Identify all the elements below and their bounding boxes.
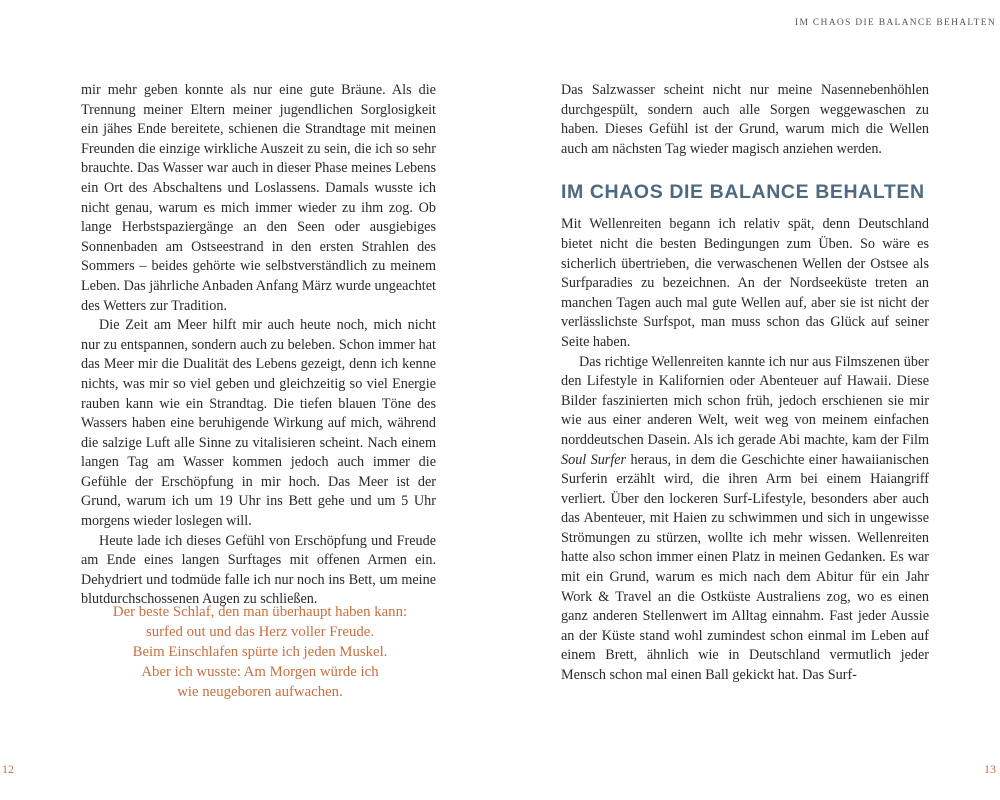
- right-text-column: [561, 81, 929, 686]
- body-paragraph: [561, 353, 929, 686]
- pull-quote-line: wie neugeboren aufwachen.: [177, 684, 343, 700]
- paragraph-text: heraus, in dem die Geschichte einer hawaiianischen Surferin erzählt wird, die ihren Arm bei einem Haiangriff verliert. Über den lockeren Surf-Lifestyle, besonders aber auch das Abenteuer, mit Haien zu schwimmen und sich in ungewisse Strömungen zu stürzen, wollte ich mehr wissen. Wellenreiten hatte also schon immer einen Platz in meinen Gedanken. Es war mit ein Grund, warum es mich nach dem Abitur für ein Jahr Work & Travel an die Ostküste Australiens zog, wo es einen ganz anderen Stellenwert im Alltag einnahm. Fast jeder Aussie an der Küste stand wohl zumindest schon einmal im Leben auf einem Brett, ähnlich wie in Deutschland vermutlich jeder Mensch schon mal einen Ball gekickt hat. Das Surf-: [561, 451, 930, 684]
- body-paragraph: Die Zeit am Meer hilft mir auch heute noch, mich nicht nur zu entspannen, sondern auch zu beleben. Schon immer hat das Meer mir die Dualität des Lebens gezeigt, denn ich kenne nichts, was mir so viel geben und gleichzeitig so viel Energie rauben kann wie ein Strandtag. Die tiefen blauen Töne des Wassers haben eine beruhigende Wirkung auf mich, während die salzige Luft alle Sinne zu vitalisieren scheint. Nach einem langen Tag am Wasser kommen jedoch auch immer die Gefühle der Erschöpfung in mir hoch. Das Meer ist der Grund, warum ich um 19 Uhr ins Bett gehe und um 5 Uhr morgens wieder loslegen will.: [81, 317, 436, 530]
- pull-quote-line: Der beste Schlaf, den man überhaupt haben kann:: [112, 604, 408, 620]
- body-paragraph: mir mehr geben konnte als nur eine gute Bräune. Als die Trennung meiner Eltern meiner jugendlichen Sorglosigkeit ein jähes Ende bereitete, schienen die Strandtage mit meinen Freunden die einzige wirkliche Auszeit zu sein, die ich so sehr brauchte. Das Wasser war auch in dieser Phase meines Lebens ein Ort des Abschaltens und Loslassens. Damals wusste ich nicht genau, warum es mich immer wieder zu ihm zog. Ob lange Herbstspaziergänge an den Seen oder ausgiebiges Sonnenbaden am Ostseestrand in den ersten Strahlen des Sommers – beides gehörte wie selbstverständlich zu meinem Leben. Das jährliche Anbaden Anfang März wurde ungeachtet des Wetters zur Tradition.: [81, 82, 436, 314]
- pull-quote-line: Beim Einschlafen spürte ich jeden Muskel.: [132, 644, 388, 660]
- film-title: Soul Surfer: [561, 451, 627, 468]
- body-paragraph: Mit Wellenreiten begann ich relativ spät, denn Deutschland bietet nicht die besten Bedingungen zum Üben. So wäre es sicherlich übertrieben, die verwaschenen Wellen der Ostsee als Surfparadies zu bezeichnen. An der Nordseeküste treten an manchen Tagen auch mal gute Wellen auf, aber sie ist nicht der verlässlichste Surfspot, man muss schon das Glück auf seiner Seite haben.: [561, 216, 929, 350]
- left-text-column: [81, 81, 436, 610]
- section-heading: IM CHAOS DIE BALANCE BEHALTEN: [561, 181, 925, 204]
- page-number: 13: [984, 762, 996, 776]
- pull-quote-line: surfed out und das Herz voller Freude.: [145, 624, 375, 640]
- page-number: 12: [2, 762, 14, 776]
- body-paragraph: Das Salzwasser scheint nicht nur meine Nasennebenhöhlen durchgespült, sondern auch alle Sorgen weggewaschen zu haben. Dieses Gefühl ist der Grund, warum mich die Wellen auch am nächsten Tag wieder magisch anziehen werden.: [561, 82, 929, 157]
- paragraph-text: Das richtige Wellenreiten kannte ich nur aus Filmszenen über den Lifestyle in Kalifornien oder Abenteuer auf Hawaii. Diese Bilder faszinierten mich schon früh, jedoch erschienen sie mir wie aus einer anderen Welt, weit weg von meinem einfachen norddeutschen Dasein. Als ich gerade Abi machte, kam der Film: [561, 353, 929, 448]
- pull-quote: [75, 602, 445, 702]
- pull-quote-line: Aber ich wusste: Am Morgen würde ich: [141, 664, 379, 680]
- right-page: [500, 0, 1000, 800]
- body-paragraph: Heute lade ich dieses Gefühl von Erschöpfung und Freude am Ende eines langen Surftages mit offenen Armen ein. Dehydriert und todmüde falle ich nur noch ins Bett, um meine blutdurchschossenen Augen zu schließen.: [81, 532, 436, 608]
- running-head: IM CHAOS DIE BALANCE BEHALTEN: [795, 18, 996, 28]
